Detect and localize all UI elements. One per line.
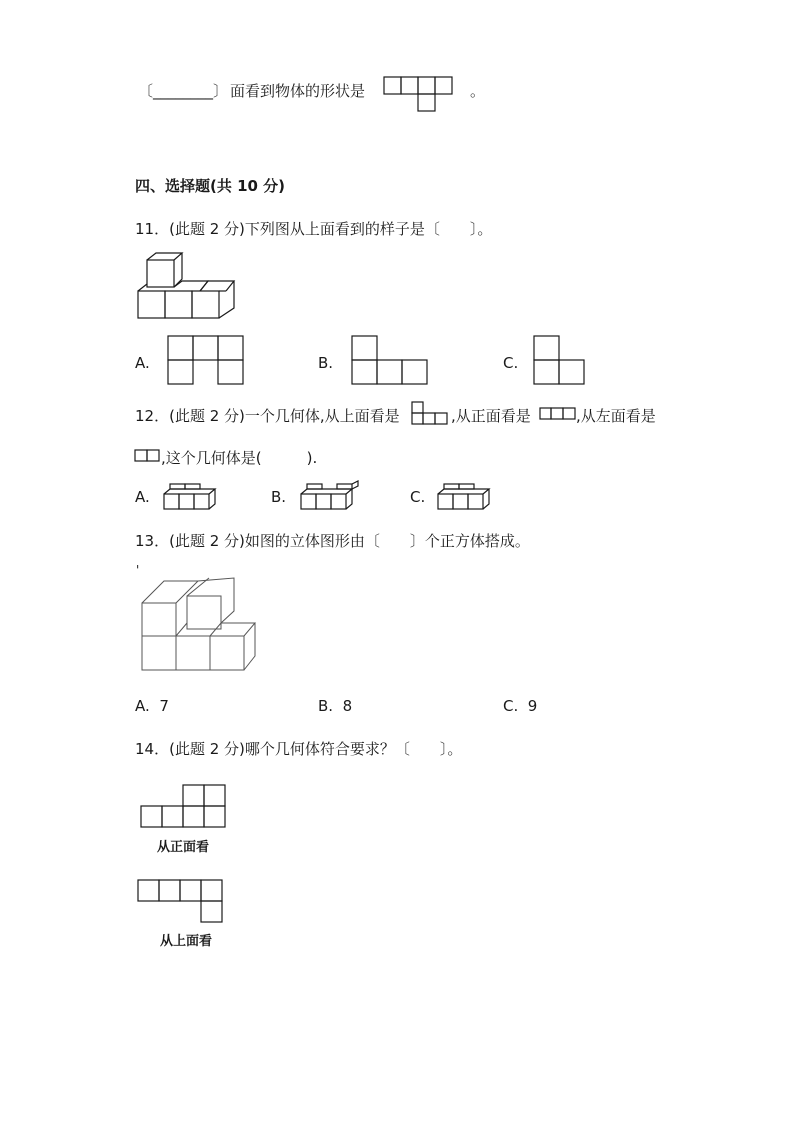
q12-stem-part2: ,从正面看是 [451,407,531,425]
q11-option-c-label[interactable]: C. [503,354,519,372]
q12-front-view-icon [540,408,576,422]
section-title: 四、选择题(共 10 分) [135,177,286,195]
q12-left-view-icon [135,450,161,464]
q13-stem: 13．(此题 2 分)如图的立体图形由〔 〕个正方体搭成。 [135,532,530,550]
q14-stem: 14．(此题 2 分)哪个几何体符合要求？〔 〕。 [135,740,463,758]
q12-option-c-label[interactable]: C. [410,488,426,506]
q13-option-a-value: 7 [159,697,169,715]
q13-option-c-value: 9 [527,697,538,715]
q13-option-c-label: C. [503,697,519,715]
q12-option-a-label[interactable]: A. [135,488,150,506]
q11-stem: 11．(此题 2 分)下列图从上面看到的样子是〔 〕。 [135,220,493,238]
q14-top-view-figure [138,879,226,925]
q13-cube-figure [140,576,258,672]
q12-stem-part3: ,从左面看是 [576,407,656,425]
answer-blank[interactable]: 〔________〕 [138,82,229,100]
q13-option-c[interactable] [503,697,537,715]
q12-option-b-label[interactable]: B. [271,488,287,506]
q12-top-view-icon [412,402,450,426]
q13-mark: ' [136,563,140,577]
q11-option-b-label[interactable]: B. [318,354,334,372]
q13-option-a-label: A. [135,697,150,715]
q12-option-b-figure[interactable] [301,484,363,512]
q12-stem-part1: 12．(此题 2 分)一个几何体,从上面看是 [135,407,400,425]
q14-caption-top: 从上面看 [160,934,213,949]
q14-front-view-figure [141,784,229,830]
q13-option-a[interactable] [135,697,169,715]
q11-option-b-figure[interactable] [352,336,430,386]
t-shape-figure [384,77,456,115]
q11-option-c-figure[interactable] [534,336,588,386]
q11-cube-figure [138,251,236,321]
top-line-text: 面看到物体的形状是 [230,82,366,100]
q13-option-b-value: 8 [342,697,353,715]
q14-caption-front: 从正面看 [157,840,210,855]
q13-option-b-label: B. [318,697,334,715]
top-line-end: 。 [470,82,486,100]
q12-option-c-figure[interactable] [438,484,496,512]
q12-option-a-figure[interactable] [164,484,220,512]
q11-option-a-label[interactable]: A. [135,354,150,372]
q11-option-a-figure[interactable] [168,336,246,386]
q13-option-b[interactable] [318,697,352,715]
q12-stem-line2: ,这个几何体是( ). [161,449,318,467]
